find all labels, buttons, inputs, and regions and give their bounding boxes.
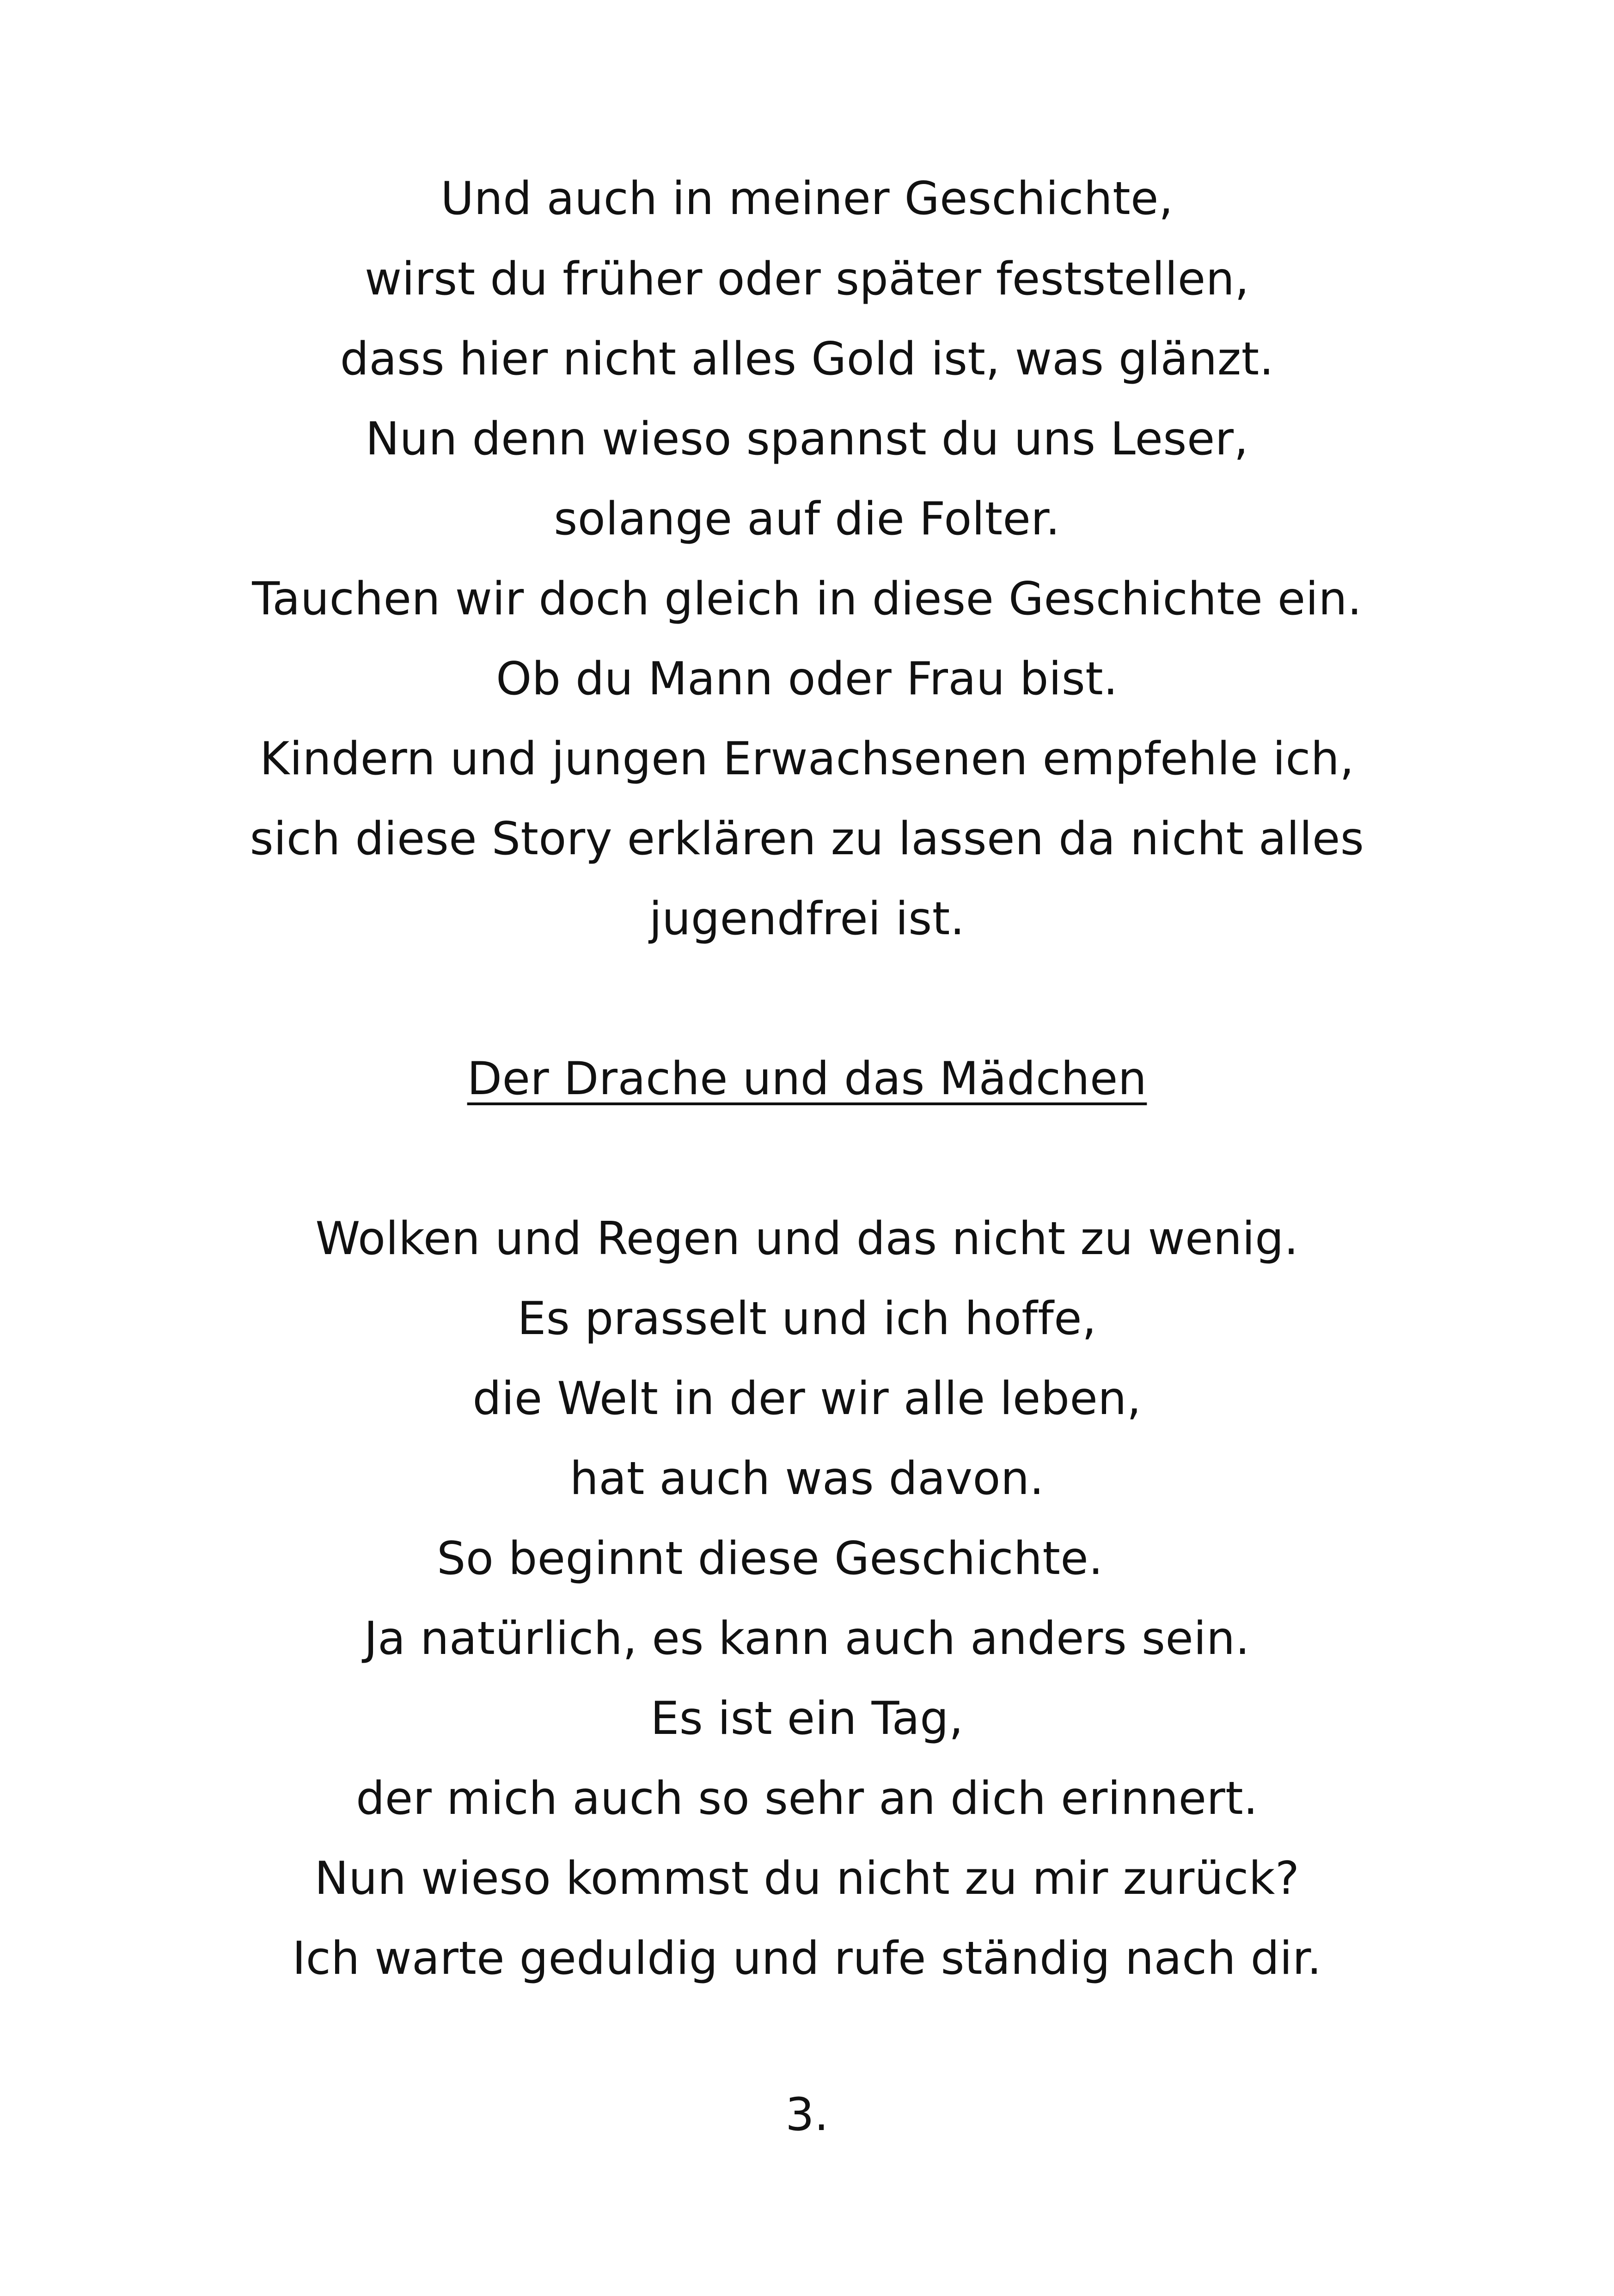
poem-line-3: die Welt in der wir alle leben, xyxy=(472,1372,1142,1425)
poem-line-6: Ja natürlich, es kann auch anders sein. xyxy=(364,1612,1250,1665)
poem-line-9: Nun wieso kommst du nicht zu mir zurück? xyxy=(314,1852,1300,1905)
intro-line-7: Ob du Mann oder Frau bist. xyxy=(496,653,1118,705)
intro-line-1: Und auch in meiner Geschichte, xyxy=(440,172,1174,225)
intro-line-8: Kindern und jungen Erwachsenen empfehle ich, xyxy=(259,733,1355,785)
story-title: Der Drache und das Mädchen xyxy=(467,1053,1147,1105)
poem-line-5: So beginnt diese Geschichte. xyxy=(437,1532,1103,1585)
intro-line-6: Tauchen wir doch gleich in diese Geschichte ein. xyxy=(252,573,1362,625)
poem-line-8: der mich auch so sehr an dich erinnert. xyxy=(356,1772,1258,1825)
poem-line-1: Wolken und Regen und das nicht zu wenig. xyxy=(315,1212,1299,1265)
intro-line-10: jugendfrei ist. xyxy=(649,893,965,945)
page-number: 3. xyxy=(785,2088,829,2141)
poem-line-10: Ich warte geduldig und rufe ständig nach dir. xyxy=(292,1932,1322,1985)
intro-line-2: wirst du früher oder später feststellen, xyxy=(365,253,1249,306)
intro-line-5: solange auf die Folter. xyxy=(554,493,1060,545)
intro-line-4: Nun denn wieso spannst du uns Leser, xyxy=(365,413,1249,465)
poem-line-4: hat auch was davon. xyxy=(569,1452,1045,1505)
poem-line-2: Es prasselt und ich hoffe, xyxy=(517,1292,1097,1345)
intro-line-3: dass hier nicht alles Gold ist, was glänzt. xyxy=(340,333,1274,386)
poem-line-7: Es ist ein Tag, xyxy=(650,1692,964,1745)
intro-line-9: sich diese Story erklären zu lassen da nicht alles xyxy=(250,813,1364,865)
